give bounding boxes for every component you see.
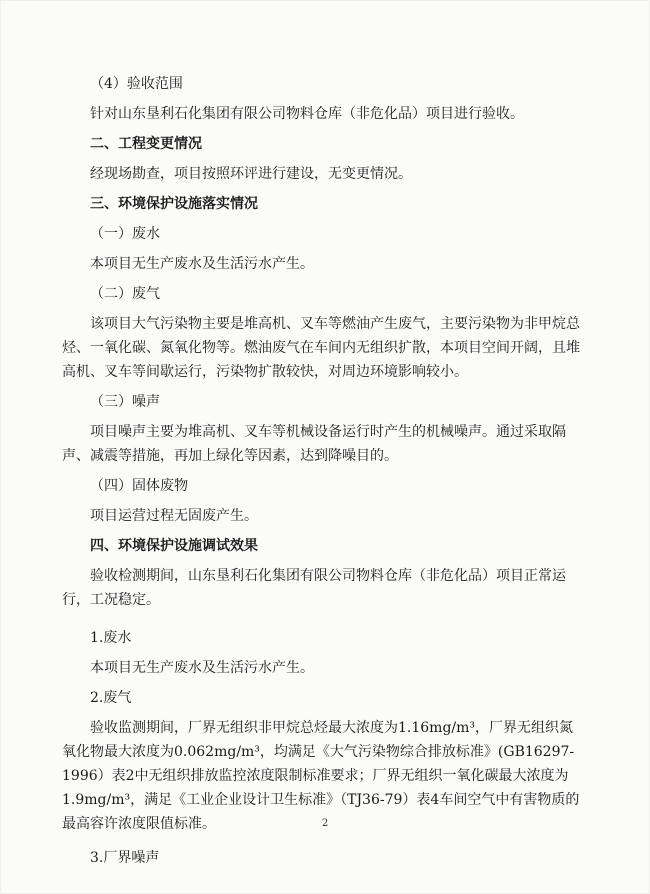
item-heading-exhaust: 2.废气 <box>90 690 132 706</box>
paragraph-noise: 项目噪声主要为堆高机、叉车等机械设备运行时产生的机械噪声。通过采取隔声、减震等措施，再加上绿化等因素，达到降噪目的。 <box>62 424 566 464</box>
document-body <box>62 72 582 870</box>
paragraph-item-wastewater: 本项目无生产废水及生活污水产生。 <box>90 660 314 676</box>
paragraph-commissioning-results: 验收检测期间，山东垦利石化集团有限公司物料仓库（非危化品）项目正常运行，工况稳定。 <box>62 568 566 608</box>
subsection-heading-wastewater: （一）废水 <box>90 226 160 242</box>
paragraph-solid-waste: 项目运营过程无固废产生。 <box>90 508 258 524</box>
item-heading-wastewater: 1.废水 <box>90 630 132 646</box>
section-heading-env-facilities: 三、环境保护设施落实情况 <box>90 196 258 212</box>
paragraph-item-exhaust: 验收监测期间，厂界无组织非甲烷总烃最大浓度为1.16mg/m³，厂界无组织氮氧化物最大浓度为0.062mg/m³，均满足《大气污染物综合排放标准》(GB16297-1996）表2中无组织排放监控浓度限制标准要求；厂界无组织一氧化碳最大浓度为1.9mg/m³，满足《工业企业设计卫生标准》（TJ36-79）表4车间空气中有害物质的最高容许浓度限值标准。 <box>62 720 580 832</box>
subsection-heading-noise: （三）噪声 <box>90 394 160 410</box>
section-heading-commissioning-results: 四、环境保护设施调试效果 <box>90 538 258 554</box>
subsection-heading-acceptance-scope: （4）验收范围 <box>90 76 183 92</box>
paragraph-exhaust: 该项目大气污染物主要是堆高机、叉车等燃油产生废气，主要污染物为非甲烷总烃、一氧化碳、氮氧化物等。燃油废气在车间内无组织扩散，本项目空间开阔，且堆高机、叉车等间歇运行，污染物扩散较快，对周边环境影响较小。 <box>62 316 580 380</box>
paragraph-engineering-changes: 经现场勘查，项目按照环评进行建设，无变更情况。 <box>90 166 412 182</box>
subsection-heading-exhaust: （二）废气 <box>90 286 160 302</box>
item-heading-boundary-noise: 3.厂界噪声 <box>90 850 160 866</box>
paragraph-acceptance-scope: 针对山东垦利石化集团有限公司物料仓库（非危化品）项目进行验收。 <box>90 106 524 122</box>
section-heading-engineering-changes: 二、工程变更情况 <box>90 136 202 152</box>
page-number: 2 <box>321 818 329 829</box>
subsection-heading-solid-waste: （四）固体废物 <box>90 478 188 494</box>
paragraph-wastewater: 本项目无生产废水及生活污水产生。 <box>90 256 314 272</box>
